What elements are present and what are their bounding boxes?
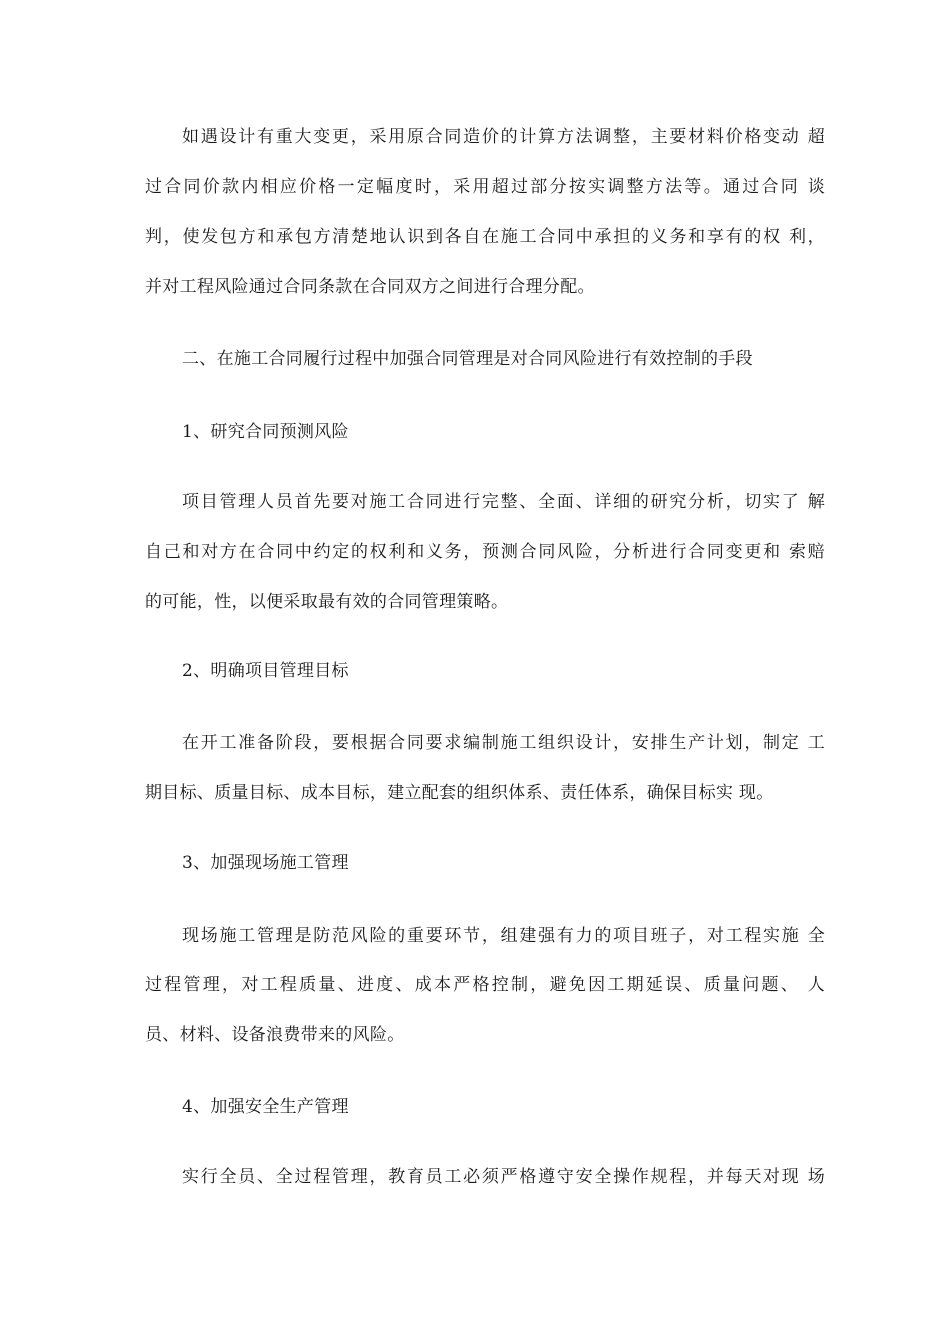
paragraph-line: 并对工程风险通过合同条款在合同双方之间进行合理分配。 <box>145 277 595 297</box>
subsection-heading: 1、研究合同预测风险 <box>182 422 349 442</box>
paragraph-line: 过程管理，对工程质量、进度、成本严格控制，避免因工期延误、质量问题、 人 <box>145 975 825 995</box>
paragraph-line: 期目标、质量目标、成本目标，建立配套的组织体系、责任体系，确保目标实 现。 <box>145 783 774 803</box>
paragraph-line: 员、材料、设备浪费带来的风险。 <box>145 1025 405 1045</box>
paragraph-line: 如遇设计有重大变更，采用原合同造价的计算方法调整，主要材料价格变动 超 <box>182 127 825 147</box>
subsection-heading: 3、加强现场施工管理 <box>182 853 349 873</box>
paragraph-line: 实行全员、全过程管理，教育员工必须严格遵守安全操作规程，并每天对现 场 <box>182 1167 825 1187</box>
section-heading: 二、在施工合同履行过程中加强合同管理是对合同风险进行有效控制的手段 <box>182 349 753 369</box>
paragraph-line: 判，使发包方和承包方清楚地认识到各自在施工合同中承担的义务和享有的权 利， <box>145 227 825 247</box>
paragraph-line: 过合同价款内相应价格一定幅度时，采用超过部分按实调整方法等。通过合同 谈 <box>145 177 825 197</box>
paragraph-line: 项目管理人员首先要对施工合同进行完整、全面、详细的研究分析，切实了 解 <box>182 492 825 512</box>
paragraph-line: 的可能，性，以便采取最有效的合同管理策略。 <box>145 592 509 612</box>
paragraph-line: 现场施工管理是防范风险的重要环节，组建强有力的项目班子，对工程实施 全 <box>182 926 825 946</box>
subsection-heading: 4、加强安全生产管理 <box>182 1097 349 1117</box>
subsection-heading: 2、明确项目管理目标 <box>182 661 349 681</box>
paragraph-line: 在开工准备阶段，要根据合同要求编制施工组织设计，安排生产计划，制定 工 <box>182 733 825 753</box>
paragraph-line: 自己和对方在合同中约定的权利和义务，预测合同风险，分析进行合同变更和 索赔 <box>145 542 825 562</box>
